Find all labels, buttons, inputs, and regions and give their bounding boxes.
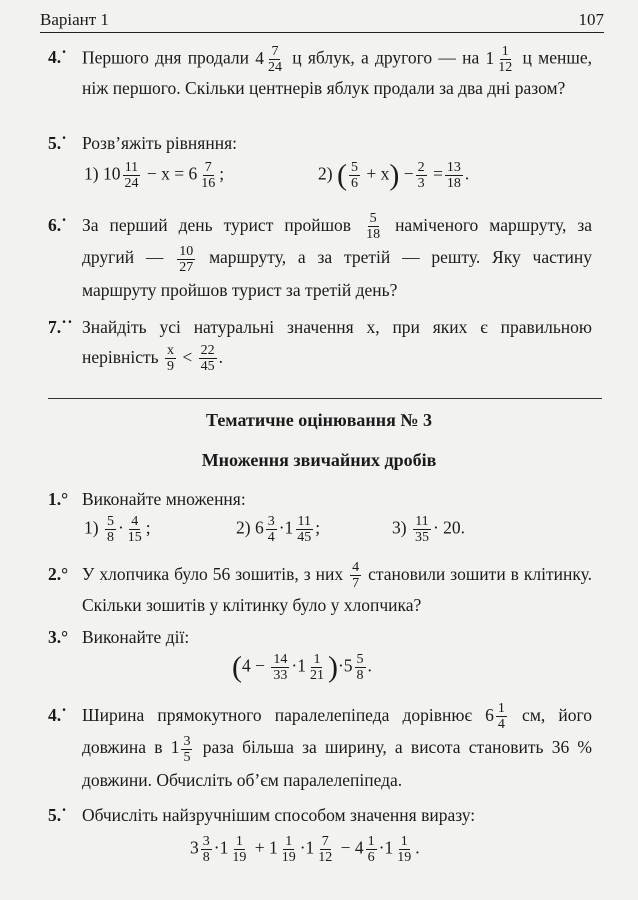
- item-number: 3.°: [48, 627, 69, 647]
- item-4: [48, 700, 593, 795]
- item-number: 1.°: [48, 489, 69, 509]
- variant-label: Варіант 1: [40, 10, 109, 29]
- item-text: раза більша за ширину, а висота становить 36 % довжини. Обчисліть об’єм паралелепіпеда.: [82, 737, 593, 790]
- item-number: 4.˙: [48, 705, 67, 725]
- page-header: [40, 6, 604, 33]
- task-text: Розв’яжіть рівняння:: [82, 133, 237, 153]
- task-4: [48, 44, 592, 101]
- expression-3: 3) $\frac{11}{35}$ · 20.: [392, 514, 466, 545]
- mixed-number: 6 $\frac{1}{4}$: [485, 701, 505, 733]
- item-text: У хлопчика було 56 зошитів, з них: [82, 564, 344, 584]
- task-5: [48, 130, 592, 156]
- task-text: ц яблук, а другого — на: [292, 47, 480, 68]
- item-text: см, його довжина в: [82, 705, 593, 758]
- expression-3-dii: (4 − $\frac{14}{33}$ ·1 $\frac{1}{21}$ )·5 $\frac{5}{8}$ .: [232, 650, 372, 684]
- task-text: ц менше, ніж першого. Скільки центнерів яблук продали за два дні разом?: [82, 47, 592, 98]
- task-text: маршруту, а за третій — решту. Яку частину маршруту пройшов турист за третій день?: [82, 247, 592, 300]
- item-number: 2.°: [48, 564, 69, 584]
- task-number: 7.˙˙: [48, 317, 73, 337]
- fraction: $\frac{22}{45}$: [200, 343, 215, 375]
- task-text: Першого дня продали: [82, 47, 249, 68]
- mixed-number: 1 $\frac{3}{5}$: [170, 733, 191, 765]
- expression-1: 1) $\frac{5}{8}$ · $\frac{4}{15}$ ;: [84, 514, 151, 545]
- mixed-number: 4 $\frac{7}{24}$: [255, 44, 282, 75]
- item-text: Ширина прямокутного паралелепіпеда дорівнює: [82, 705, 473, 725]
- item-text: Виконайте множення:: [82, 489, 246, 509]
- page-number: 107: [578, 10, 604, 29]
- task-number: 5.˙: [48, 133, 67, 153]
- item-1: [48, 486, 592, 512]
- task-number: 4.˙: [48, 47, 67, 67]
- fraction: $\frac{x}{9}$: [167, 343, 175, 375]
- fraction: $\frac{4}{7}$: [352, 560, 360, 592]
- item-text: Обчисліть найзручнішим способом значення виразу:: [82, 805, 476, 825]
- item-2: [48, 560, 592, 619]
- section-divider: [48, 398, 602, 399]
- task-text: наміченого маршруту, за другий —: [82, 215, 592, 268]
- fraction: $\frac{10}{27}$: [179, 243, 194, 275]
- task-number: 6.˙: [48, 215, 67, 235]
- section-title: Тематичне оцінювання № 3: [206, 410, 432, 430]
- equation-1: 1) 10 $\frac{11}{24}$ − x = 6 $\frac{7}{16}$ ;: [84, 160, 225, 191]
- item-text: становили зошити в клітинку. Скільки зошитів у клітинку було у хлопчика?: [82, 564, 592, 616]
- section-subtitle: Множення звичайних дробів: [201, 450, 437, 470]
- item-3: [48, 624, 592, 650]
- task-6: [48, 210, 592, 305]
- item-5: [48, 802, 592, 828]
- equation-2: 2) ( $\frac{5}{6}$ + x) − $\frac{2}{3}$ = $\frac{13}{18}$ .: [318, 158, 470, 192]
- task-text: Знайдіть усі натуральні значення x, при яких є правильною нерівність: [82, 317, 592, 367]
- item-text: Виконайте дії:: [82, 627, 190, 647]
- task-text: За перший день турист пройшов: [82, 215, 352, 235]
- expression-2: 2) 6 $\frac{3}{4}$ ·1 $\frac{11}{45}$ ;: [236, 514, 321, 545]
- fraction: $\frac{5}{18}$: [366, 211, 381, 243]
- item-number: 5.˙: [48, 805, 67, 825]
- task-7: 7.˙˙ Знайдіть усі натуральні значення x, при яких є правильною нерівність $\frac{x}{9}$ < $\frac{22}{45}$ .: [52, 312, 592, 374]
- mixed-number: 1 $\frac{1}{12}$: [485, 44, 513, 75]
- expression-5: 3 $\frac{3}{8}$ ·1 $\frac{1}{19}$ + 1 $\frac{1}{19}$ ·1 $\frac{7}{12}$ − 4 $\frac{1}{6}$ ·1 $\frac{1}{19}$ .: [190, 834, 420, 865]
